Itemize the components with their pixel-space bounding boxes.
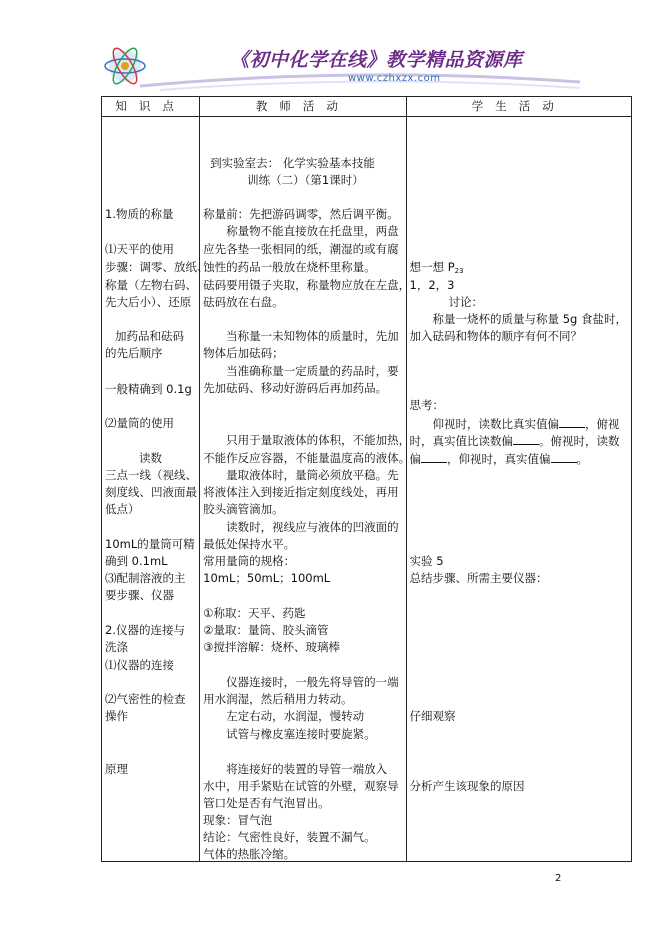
teacher-line: ②量取：量筒、胶头滴管 bbox=[203, 623, 329, 637]
table-body-row bbox=[102, 117, 632, 862]
answer-blank bbox=[513, 432, 539, 445]
teacher-line: 管口处是否有气泡冒出。 bbox=[203, 796, 330, 810]
teacher-line: 水中，用手紧贴在试管的外壁，观察导 bbox=[203, 779, 399, 793]
analyze-text: 分析产生该现象的原因 bbox=[409, 779, 525, 793]
ponder-line bbox=[410, 432, 620, 450]
knowledge-line: ⑵量筒的使用 bbox=[105, 416, 174, 430]
knowledge-line: 2.仪器的连接与 bbox=[105, 623, 185, 637]
discuss-label: 讨论： bbox=[448, 295, 484, 309]
discuss-line: 加入砝码和物体的顺序有何不同？ bbox=[409, 329, 583, 343]
header-teacher: 教师活动 bbox=[200, 97, 406, 117]
teacher-line: 用水润湿，然后稍用力转动。 bbox=[203, 692, 353, 706]
ponder-text: 仰视时，读数比真实值偏 bbox=[432, 417, 560, 431]
banner-url: www.czhxzx.com bbox=[348, 73, 441, 84]
knowledge-line: ⑶配制溶液的主 bbox=[105, 571, 186, 585]
teacher-line: 试管与橡皮塞连接时要旋紧。 bbox=[226, 727, 376, 741]
observe-text: 仔细观察 bbox=[409, 709, 456, 723]
knowledge-line: 1.物质的称量 bbox=[105, 207, 174, 221]
knowledge-line: ⑵气密性的检查 bbox=[105, 692, 186, 706]
teacher-line: 到实验室去： 化学实验基本技能 bbox=[210, 156, 375, 170]
teacher-line: 先加砝码、移动好游码后再加药品。 bbox=[203, 381, 388, 395]
header-knowledge: 知识点 bbox=[102, 97, 200, 117]
knowledge-line: 洗涤 bbox=[105, 640, 128, 654]
teacher-line: 砝码要用镊子夹取，称量物应放在左盘， bbox=[203, 278, 411, 292]
experiment-text: 总结步骤、所需主要仪器： bbox=[409, 571, 548, 585]
knowledge-column bbox=[102, 117, 209, 862]
ponder-line bbox=[433, 415, 620, 433]
knowledge-line: 读数 bbox=[139, 451, 162, 465]
think-page-subscript: 23 bbox=[454, 267, 464, 275]
answer-blank bbox=[551, 450, 577, 463]
teacher-line: ①称取：天平、药匙 bbox=[203, 606, 306, 620]
banner-title: 《初中化学在线》教学精品资源库 bbox=[230, 49, 523, 71]
knowledge-line: 原理 bbox=[105, 762, 128, 776]
knowledge-line: 要步骤、仪器 bbox=[105, 588, 174, 602]
knowledge-line: 称量（左物右码、 bbox=[105, 278, 197, 292]
teacher-line: 结论：气密性良好，装置不漏气。 bbox=[203, 830, 376, 844]
think-prefix: 想一想 P bbox=[409, 260, 455, 274]
knowledge-line: ⑴天平的使用 bbox=[105, 242, 174, 256]
teacher-line: 当称量一未知物体的质量时，先加 bbox=[226, 329, 399, 343]
teacher-line: 训练（二）（第1课时） bbox=[247, 173, 364, 187]
teacher-line: 蚀性的药品一般放在烧杯里称量。 bbox=[203, 260, 376, 274]
teacher-line: ③搅拌溶解：烧杯、玻璃棒 bbox=[203, 640, 340, 654]
student-column bbox=[406, 117, 631, 862]
knowledge-line: 确到 0.1mL bbox=[105, 554, 168, 568]
knowledge-line: 操作 bbox=[105, 709, 128, 723]
knowledge-line: 步骤：调零、放纸、 bbox=[105, 260, 209, 274]
teacher-line: 现象：冒气泡 bbox=[203, 813, 273, 827]
ponder-text: 偏 bbox=[409, 452, 422, 466]
knowledge-line: 10mL的量筒可精 bbox=[105, 537, 195, 551]
teacher-line: 应先各垫一张相同的纸，潮湿的或有腐 bbox=[203, 242, 399, 256]
teacher-line: 将连接好的装置的导管一端放入 bbox=[226, 762, 388, 776]
teacher-line: 将液体注入到接近指定刻度线处，再用 bbox=[203, 485, 399, 499]
teacher-line: 常用量筒的规格： bbox=[203, 554, 296, 568]
teacher-line: 只用于量取液体的体积，不能加热， bbox=[226, 433, 411, 447]
table-header-row bbox=[102, 97, 632, 117]
banner bbox=[100, 40, 580, 96]
teacher-line: 10mL；50mL；100mL bbox=[203, 571, 331, 585]
teacher-line: 称量物不能直接放在托盘里，两盘 bbox=[226, 224, 399, 238]
knowledge-line: 三点一线（视线、 bbox=[105, 468, 197, 482]
knowledge-line: 加药品和砝码 bbox=[115, 329, 184, 343]
header-student: 学生活动 bbox=[406, 97, 631, 117]
teacher-column bbox=[200, 117, 411, 862]
ponder-text: 。 bbox=[576, 452, 589, 466]
teacher-line: 砝码放在右盘。 bbox=[203, 295, 284, 309]
answer-blank bbox=[421, 450, 447, 463]
answer-blank bbox=[559, 415, 585, 428]
ponder-text: ，仰视时，真实值偏 bbox=[447, 452, 551, 466]
ponder-label: 思考： bbox=[409, 398, 445, 412]
teacher-line: 当准确称量一定质量的药品时，要 bbox=[226, 364, 399, 378]
teacher-line: 不能作反应容器，不能量温度高的液体。 bbox=[203, 451, 411, 465]
teacher-line: 左定右动，水润湿，慢转动 bbox=[226, 709, 365, 723]
ponder-text: 时，真实值比读数偏 bbox=[409, 434, 514, 448]
teacher-line: 量取液体时，量筒必须放平稳。先 bbox=[226, 468, 399, 482]
knowledge-line: ⑴仪器的连接 bbox=[105, 658, 174, 672]
ponder-line bbox=[410, 450, 589, 468]
page-number: 2 bbox=[555, 873, 562, 884]
experiment-label: 实验 5 bbox=[409, 554, 444, 568]
knowledge-line: 先大后小）、还原 bbox=[105, 295, 192, 309]
ponder-text: ，俯视 bbox=[585, 417, 620, 431]
teacher-line: 气体的热胀冷缩。 bbox=[203, 847, 296, 861]
teacher-line: 仪器连接时，一般先将导管的一端 bbox=[226, 675, 399, 689]
teacher-line: 最低处保持水平。 bbox=[203, 537, 296, 551]
ponder-text: 。俯视时，读数 bbox=[539, 434, 620, 448]
knowledge-line: 一般精确到 0.1g bbox=[105, 382, 192, 396]
teacher-line: 称量前：先把游码调零，然后调平衡。 bbox=[203, 207, 399, 221]
lesson-table bbox=[101, 96, 632, 862]
teacher-line: 胶头滴管滴加。 bbox=[203, 502, 284, 516]
teacher-line: 读数时，视线应与液体的凹液面的 bbox=[226, 520, 399, 534]
knowledge-line: 刻度线、凹液面最 bbox=[105, 485, 197, 499]
think-numbers: 1，2，3 bbox=[409, 278, 455, 292]
teacher-line: 物体后加砝码； bbox=[203, 346, 284, 360]
knowledge-line: 低点） bbox=[105, 502, 140, 516]
discuss-line: 称量一烧杯的质量与称量 5g 食盐时， bbox=[432, 312, 627, 326]
knowledge-line: 的先后顺序 bbox=[105, 346, 163, 360]
